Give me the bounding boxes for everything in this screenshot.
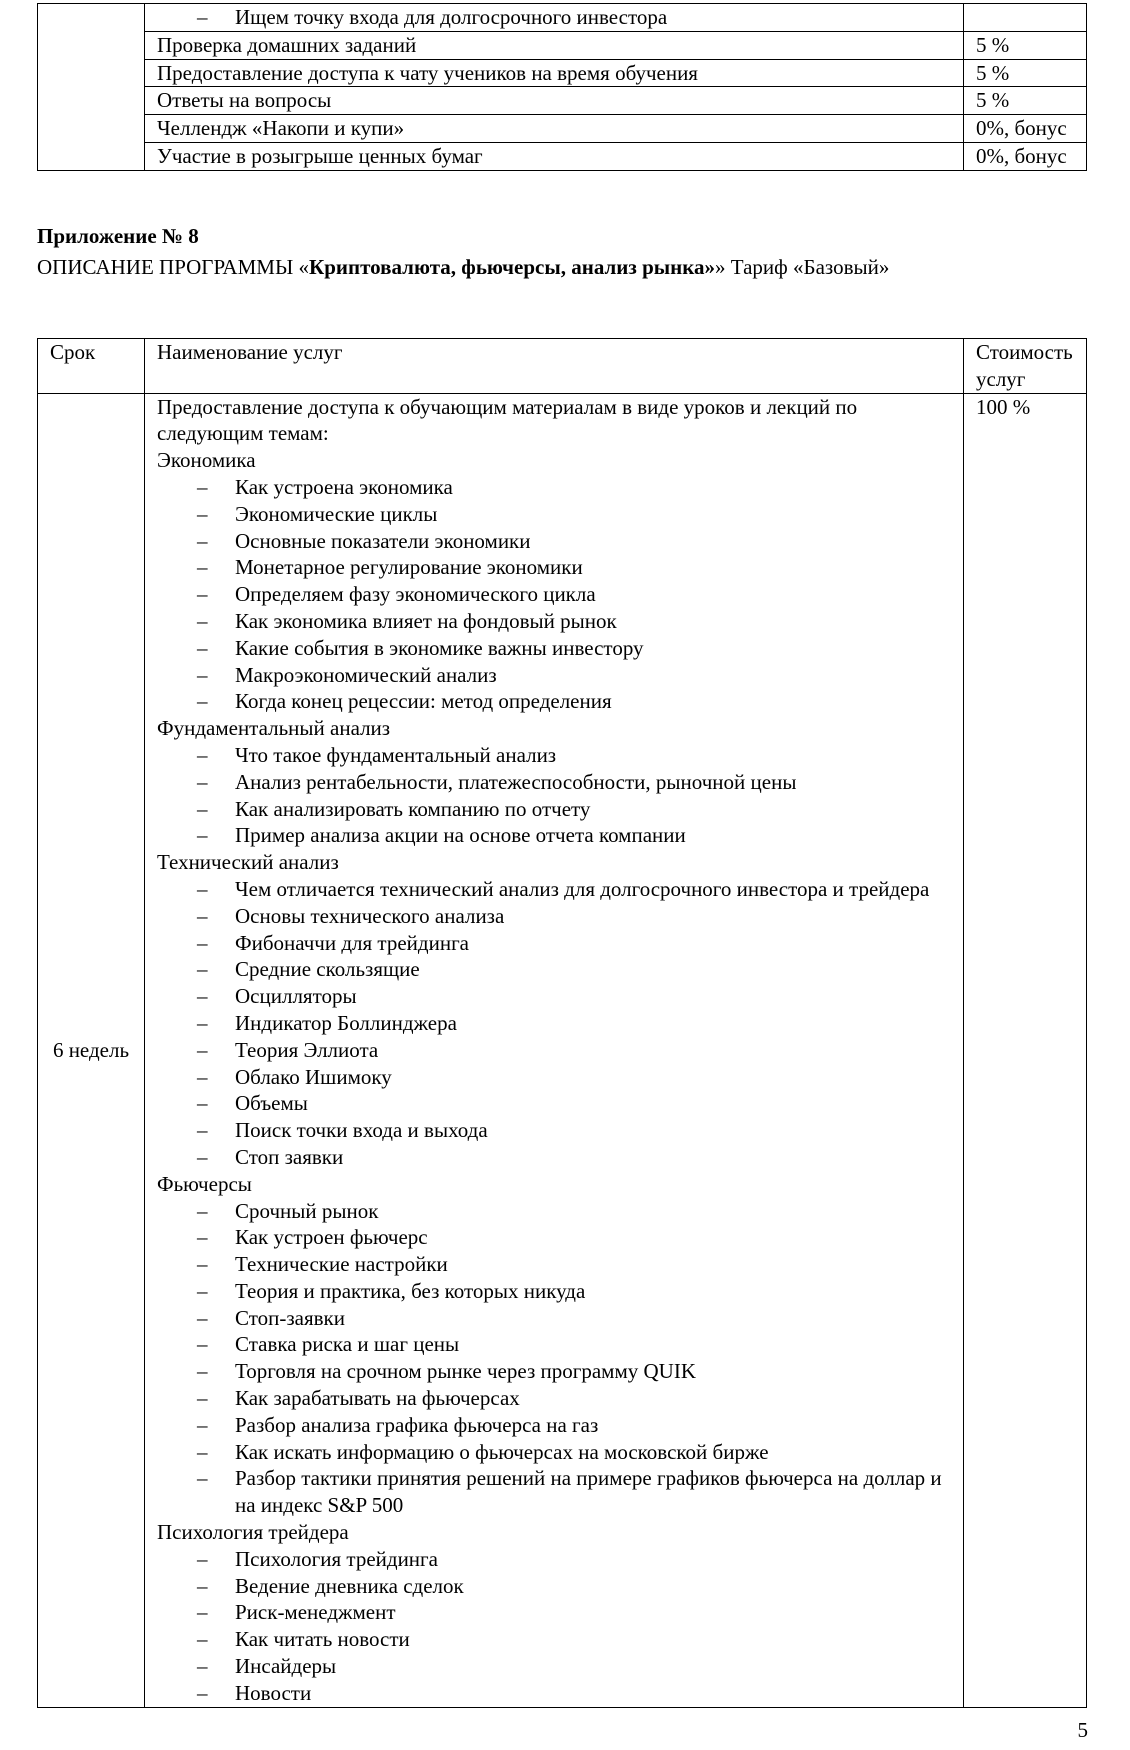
dash-marker: – bbox=[197, 876, 208, 901]
table-row bbox=[38, 115, 1087, 143]
list-item bbox=[157, 608, 951, 635]
list-item-text: Средние скользящие bbox=[235, 957, 420, 982]
dash-marker: – bbox=[197, 1412, 208, 1437]
list-item bbox=[157, 1465, 951, 1519]
dash-marker: – bbox=[197, 1627, 208, 1652]
list-item bbox=[157, 1224, 951, 1251]
list-item-text: Как зарабатывать на фьючерсах bbox=[235, 1386, 520, 1411]
list-item-text: Разбор анализа графика фьючерса на газ bbox=[235, 1412, 599, 1437]
list-item-text: Как читать новости bbox=[235, 1627, 410, 1652]
section-title: Психология трейдера bbox=[157, 1520, 349, 1545]
list-item bbox=[157, 1439, 951, 1466]
list-item-text: Осцилляторы bbox=[235, 984, 357, 1009]
dash-marker: – bbox=[197, 1573, 208, 1598]
list-item bbox=[157, 876, 951, 903]
list-item-text: Поиск точки входа и выхода bbox=[235, 1118, 488, 1143]
dash-marker: – bbox=[197, 528, 208, 553]
list-item-text: Как экономика влияет на фондовый рынок bbox=[235, 608, 617, 633]
dash-marker: – bbox=[197, 903, 208, 928]
dash-marker: – bbox=[197, 823, 208, 848]
dash-marker: – bbox=[197, 5, 208, 29]
dash-marker: – bbox=[197, 742, 208, 767]
dash-marker: – bbox=[197, 635, 208, 660]
list-item bbox=[157, 742, 951, 769]
list-item-text: Психология трейдинга bbox=[235, 1546, 438, 1571]
dash-marker: – bbox=[197, 1546, 208, 1571]
list-item-text: Экономические циклы bbox=[235, 501, 438, 526]
intro-text: Предоставление доступа к обучающим материалам в виде уроков и лекций по следующим темам: bbox=[157, 394, 858, 446]
list-item-text: Как устроен фьючерс bbox=[235, 1225, 428, 1250]
list-item-text: Теория Эллиота bbox=[235, 1037, 379, 1062]
list-item-text: Новости bbox=[235, 1680, 312, 1705]
service-cell: Ответы на вопросы bbox=[145, 87, 964, 115]
list-item bbox=[157, 1251, 951, 1278]
list-item bbox=[157, 1331, 951, 1358]
list-item bbox=[157, 769, 951, 796]
table-row bbox=[38, 31, 1087, 59]
list-item bbox=[157, 1626, 951, 1653]
list-item bbox=[157, 1198, 951, 1225]
dash-marker: – bbox=[197, 1359, 208, 1384]
top-services-table bbox=[37, 3, 1087, 171]
desc-program-name: Криптовалюта, фьючерсы, анализ рынка» bbox=[309, 255, 716, 279]
list-item-text: Основные показатели экономики bbox=[235, 528, 531, 553]
dash-marker: – bbox=[197, 1037, 208, 1062]
table-row bbox=[38, 87, 1087, 115]
service-cell: Участие в розыгрыше ценных бумаг bbox=[145, 142, 964, 170]
list-item bbox=[157, 501, 951, 528]
list-item bbox=[157, 662, 951, 689]
list-item-text: Фибоначчи для трейдинга bbox=[235, 930, 470, 955]
list-item-text: Индикатор Боллинджера bbox=[235, 1010, 457, 1035]
dash-marker: – bbox=[197, 608, 208, 633]
list-item bbox=[157, 796, 951, 823]
list-item-text: Монетарное регулирование экономики bbox=[235, 555, 583, 580]
dash-marker: – bbox=[197, 1466, 208, 1491]
cost-cell: 100 % bbox=[964, 393, 1087, 1707]
list-item-text: Как устроена экономика bbox=[235, 474, 453, 499]
main-services-table bbox=[37, 338, 1087, 1708]
list-item-text: Какие события в экономике важны инвестору bbox=[235, 635, 644, 660]
list-item bbox=[157, 1385, 951, 1412]
list-item bbox=[157, 1680, 951, 1707]
header-term: Срок bbox=[38, 339, 145, 394]
list-item bbox=[157, 1412, 951, 1439]
dash-marker: – bbox=[197, 984, 208, 1009]
cost-cell bbox=[964, 4, 1087, 32]
dash-marker: – bbox=[197, 1332, 208, 1357]
dash-marker: – bbox=[197, 501, 208, 526]
list-item bbox=[157, 1305, 951, 1332]
cost-cell: 0%, бонус bbox=[964, 115, 1087, 143]
dash-marker: – bbox=[197, 582, 208, 607]
dash-marker: – bbox=[197, 957, 208, 982]
table-row bbox=[38, 4, 1087, 32]
cost-cell: 5 % bbox=[964, 59, 1087, 87]
list-item-text: Риск-менеджмент bbox=[235, 1600, 396, 1625]
list-item bbox=[157, 1064, 951, 1091]
dash-marker: – bbox=[197, 1010, 208, 1035]
header-row bbox=[38, 339, 1087, 394]
list-item-text: Ищем точку входа для долгосрочного инвестора bbox=[235, 5, 668, 29]
list-item bbox=[157, 1037, 951, 1064]
list-item bbox=[157, 956, 951, 983]
list-item bbox=[157, 1090, 951, 1117]
dash-marker: – bbox=[197, 555, 208, 580]
appendix-title: Приложение № 8 bbox=[37, 224, 199, 248]
list-item bbox=[157, 1117, 951, 1144]
section-title: Технический анализ bbox=[157, 850, 339, 875]
dash-marker: – bbox=[197, 1064, 208, 1089]
list-item bbox=[157, 581, 951, 608]
dash-marker: – bbox=[197, 1600, 208, 1625]
list-item-text: Пример анализа акции на основе отчета компании bbox=[235, 823, 686, 848]
service-cell: Проверка домашних заданий bbox=[145, 31, 964, 59]
table-row bbox=[38, 59, 1087, 87]
term-cell bbox=[38, 4, 145, 171]
dash-marker: – bbox=[197, 1144, 208, 1169]
service-cell: Челлендж «Накопи и купи» bbox=[145, 115, 964, 143]
list-item-text: Основы технического анализа bbox=[235, 903, 505, 928]
list-item-text: Как искать информацию о фьючерсах на московской бирже bbox=[235, 1439, 769, 1464]
list-item-text: Как анализировать компанию по отчету bbox=[235, 796, 591, 821]
dash-marker: – bbox=[197, 1252, 208, 1277]
list-item-text: Анализ рентабельности, платежеспособности, рыночной цены bbox=[235, 769, 797, 794]
list-item bbox=[157, 1573, 951, 1600]
service-cell: Предоставление доступа к чату учеников на время обучения bbox=[145, 59, 964, 87]
list-item-text: Когда конец рецессии: метод определения bbox=[235, 689, 612, 714]
dash-marker: – bbox=[197, 662, 208, 687]
cost-cell: 0%, бонус bbox=[964, 142, 1087, 170]
dash-marker: – bbox=[197, 1278, 208, 1303]
list-item bbox=[157, 1599, 951, 1626]
list-item-text: Ставка риска и шаг цены bbox=[235, 1332, 460, 1357]
list-item-text: Стоп-заявки bbox=[235, 1305, 345, 1330]
list-item bbox=[157, 1144, 951, 1171]
dash-marker: – bbox=[197, 796, 208, 821]
cost-cell: 5 % bbox=[964, 87, 1087, 115]
list-item-text: Ведение дневника сделок bbox=[235, 1573, 464, 1598]
list-item-text: Технические настройки bbox=[235, 1252, 448, 1277]
header-service: Наименование услуг bbox=[145, 339, 964, 394]
list-item-text: Торговля на срочном рынке через программу QUIK bbox=[235, 1359, 696, 1384]
section-title: Фундаментальный анализ bbox=[157, 716, 391, 741]
list-item-text: Срочный рынок bbox=[235, 1198, 379, 1223]
table-row bbox=[38, 142, 1087, 170]
list-item-text: Стоп заявки bbox=[235, 1144, 344, 1169]
list-item bbox=[157, 1546, 951, 1573]
term-cell: 6 недель bbox=[38, 393, 145, 1707]
list-item bbox=[157, 474, 951, 501]
dash-marker: – bbox=[197, 1439, 208, 1464]
content-row bbox=[38, 393, 1087, 1707]
list-item-text: Облако Ишимоку bbox=[235, 1064, 392, 1089]
list-item-text: Макроэкономический анализ bbox=[235, 662, 497, 687]
list-item bbox=[157, 1358, 951, 1385]
list-item-text: Что такое фундаментальный анализ bbox=[235, 742, 557, 767]
dash-marker: – bbox=[197, 769, 208, 794]
list-item-text: Инсайдеры bbox=[235, 1654, 337, 1679]
dash-marker: – bbox=[197, 930, 208, 955]
desc-prefix: ОПИСАНИЕ ПРОГРАММЫ « bbox=[37, 255, 310, 279]
dash-marker: – bbox=[197, 1198, 208, 1223]
dash-marker: – bbox=[197, 1680, 208, 1705]
page-number: 5 bbox=[1077, 1718, 1088, 1742]
dash-marker: – bbox=[197, 1225, 208, 1250]
list-item bbox=[157, 983, 951, 1010]
list-item bbox=[157, 635, 951, 662]
list-item-text: Разбор тактики принятия решений на примере графиков фьючерса на доллар и на индекс S&P 500 bbox=[235, 1466, 942, 1518]
dash-marker: – bbox=[197, 1386, 208, 1411]
dash-marker: – bbox=[197, 1091, 208, 1116]
list-item bbox=[157, 4, 951, 31]
cost-cell: 5 % bbox=[964, 31, 1087, 59]
list-item-text: Определяем фазу экономического цикла bbox=[235, 582, 596, 607]
list-item-text: Объемы bbox=[235, 1091, 308, 1116]
section-title: Фьючерсы bbox=[157, 1171, 252, 1196]
section-title: Экономика bbox=[157, 448, 256, 473]
desc-suffix: » Тариф «Базовый» bbox=[715, 255, 890, 279]
dash-marker: – bbox=[197, 1118, 208, 1143]
dash-marker: – bbox=[197, 474, 208, 499]
list-item-text: Теория и практика, без которых никуда bbox=[235, 1278, 586, 1303]
list-item bbox=[157, 822, 951, 849]
list-item bbox=[157, 554, 951, 581]
list-item bbox=[157, 528, 951, 555]
dash-marker: – bbox=[197, 689, 208, 714]
list-item-text: Чем отличается технический анализ для долгосрочного инвестора и трейдера bbox=[235, 876, 930, 901]
dash-marker: – bbox=[197, 1305, 208, 1330]
list-item bbox=[157, 1010, 951, 1037]
list-item bbox=[157, 688, 951, 715]
list-item bbox=[157, 1278, 951, 1305]
program-description bbox=[37, 252, 1087, 284]
service-cell bbox=[145, 4, 964, 32]
dash-marker: – bbox=[197, 1654, 208, 1679]
list-item bbox=[157, 930, 951, 957]
services-cell bbox=[145, 393, 964, 1707]
header-cost: Стоимость услуг bbox=[964, 339, 1087, 394]
list-item bbox=[157, 1653, 951, 1680]
list-item bbox=[157, 903, 951, 930]
